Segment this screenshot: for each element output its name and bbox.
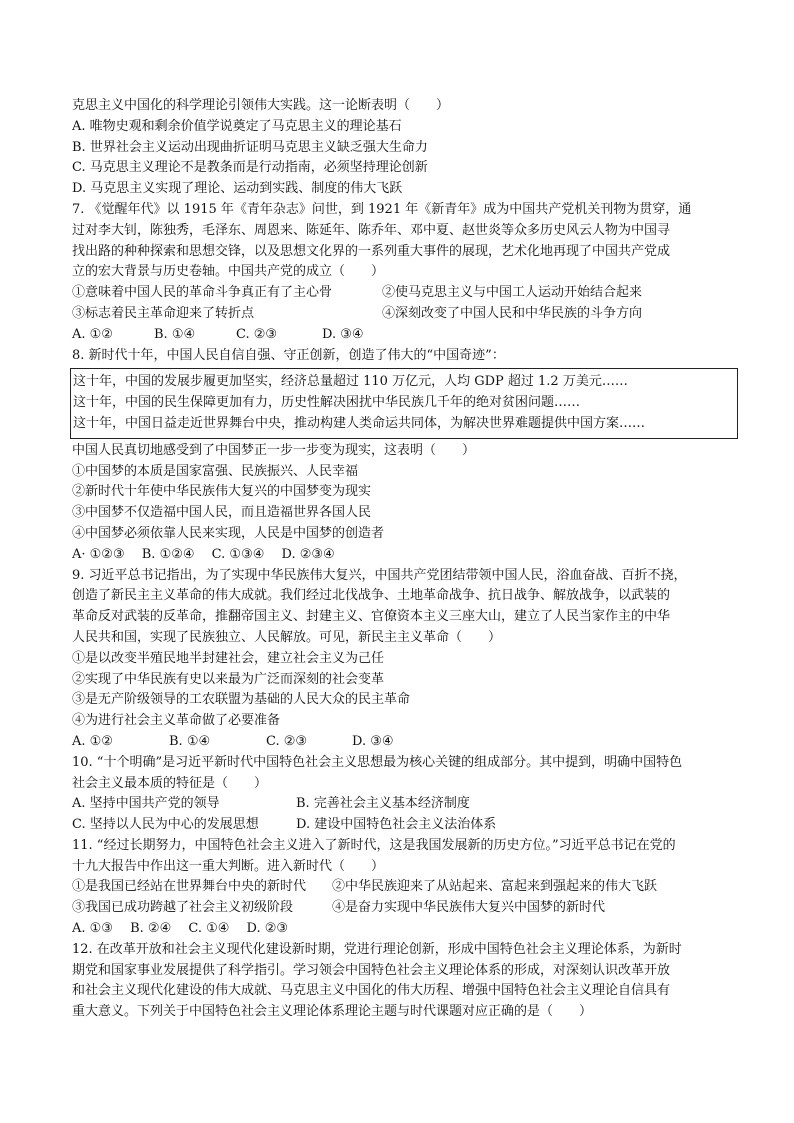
question-11-options: A. ①③ B. ②④ C. ①④ D. ②③ [72,921,289,937]
question-10-option-b: B. 完善社会主义基本经济制度 [296,796,470,812]
question-9-option-a: A. ①② [72,733,113,749]
question-7-stem-line: 过对李大钊，陈独秀，毛泽东、周恩来、陈延年、陈乔年、邓中夏、赵世炎等众多历史风云人物为中国寻 [72,222,671,238]
question-7-statement-1: ①意味着中国人民的革命斗争真正有了主心骨 [72,285,333,301]
question-9-stem-line: 创造了新民主主义革命的伟大成就。我们经过北伐战争、土地革命战争、抗日战争、解放战争，以武装的 [72,588,671,604]
question-12-stem-line: 12. 在改革开放和社会主义现代化建设新时期，党进行理论创新，形成中国特色社会主义理论体系，为新时 [72,941,682,957]
question-7-option-a: A. ①② [72,326,113,342]
question-8-statement-1: ①中国梦的本质是国家富强、民族振兴、人民幸福 [72,463,359,479]
question-8-material-line: 这十年，中国日益走近世界舞台中央，推动构建人类命运共同体，为解决世界难题提供中国方案…… [73,415,646,431]
question-11-statement-1: ①是我国已经站在世界舞台中央的新时代 [72,879,307,895]
question-11-statement-row [72,877,728,898]
question-11-statement-3: ③我国已成功跨越了社会主义初级阶段 [72,900,294,916]
exam-page [72,96,728,1023]
question-7-stem-line: 找出路的种种探索和思想交锋，以及思想文化界的一系列重大事件的展现，艺术化地再现了中国共产党成 [72,243,671,259]
question-10-option-a: A. 坚持中国共产党的领导 [72,796,220,812]
question-6-option-a: A. 唯物史观和剩余价值学说奠定了马克思主义的理论基石 [72,118,402,134]
question-12-stem-line: 和社会主义现代化建设的伟大成就、马克思主义中国化的伟大历程、增强中国特色社会主义理论自信具有 [72,983,671,999]
question-9-statement-2: ②实现了中华民族有史以来最为广泛而深刻的社会变革 [72,671,385,687]
question-6-option-d: D. 马克思主义实现了理论、运动到实践、制度的伟大飞跃 [72,181,403,197]
question-8-statement-2: ②新时代十年使中华民族伟大复兴的中国梦变为现实 [72,484,372,500]
question-6-stem: 克思主义中国化的科学理论引领伟大实践。这一论断表明（ ） [72,98,450,113]
question-10-option-d: D. 建设中国特色社会主义法治体系 [296,817,497,833]
question-7-statement-row [72,304,728,325]
question-10-option-row [72,794,728,815]
question-9-stem-line: 革命反对武装的反革命，推翻帝国主义、封建主义、官僚资本主义三座大山，建立了人民当家作主的中华 [72,609,671,625]
question-7-stem-line: 7. 《觉醒年代》以 1915 年《青年杂志》问世，到 1921 年《新青年》成为中国共产党机关刊物为贯穿，通 [72,201,692,217]
question-9-option-c: C. ②③ [266,733,308,749]
question-9-option-b: B. ①④ [169,733,211,749]
question-9-statement-4: ④为进行社会主义革命做了必要准备 [72,713,281,729]
question-9-stem-line: 9. 习近平总书记指出，为了实现中华民族伟大复兴，中国共产党团结带领中国人民，浴血奋战、百折不挠， [72,567,687,583]
question-6-option-b: B. 世界社会主义运动出现曲折证明马克思主义缺乏强大生命力 [72,139,428,155]
question-7-stem-line: 立的宏大背景与历史卷轴。中国共产党的成立（ ） [72,264,385,280]
question-7-option-d: D. ③④ [322,326,364,342]
question-9 [72,566,728,753]
question-10-option-row [72,815,728,836]
question-8 [72,346,728,566]
question-10 [72,753,728,836]
question-6-option-c: C. 马克思主义理论不是教条而是行动指南，必须坚持理论创新 [72,160,428,176]
question-10-option-c: C. 坚持以人民为中心的发展思想 [72,817,259,833]
question-7-statement-3: ③标志着民主革命迎来了转折点 [72,305,255,321]
question-9-options [72,732,728,753]
question-9-option-d: D. ③④ [352,733,394,749]
question-12-stem-line: 重大意义。下列关于中国特色社会主义理论体系理论主题与时代课题对应正确的是（ ） [72,1004,593,1020]
question-11-stem-line: 11. “经过长期努力，中国特色社会主义进入了新时代，这是我国发展新的历史方位。”习近平总书记在党的 [72,837,676,853]
question-7-statement-4: ④深刻改变了中国人民和中华民族的斗争方向 [382,305,643,321]
question-11 [72,836,728,940]
question-8-material-line: 这十年，中国的民生保障更加有力，历史性解决困扰中华民族几千年的绝对贫困问题…… [73,395,581,411]
question-12-stem-line: 期党和国家事业发展提供了科学指引。学习领会中国特色社会主义理论体系的形成，对深刻认识改革开放 [72,962,671,978]
question-9-stem-line: 人民共和国，实现了民族独立、人民解放。可见，新民主主义革命（ ） [72,629,502,645]
question-7-option-c: C. ②③ [236,326,278,342]
question-8-statement-4: ④中国梦必须依靠人民来实现，人民是中国梦的创造者 [72,525,385,541]
question-11-statement-row [72,898,728,919]
question-8-material-box [70,368,738,438]
question-9-statement-3: ③是无产阶级领导的工农联盟为基础的人民大众的民主革命 [72,692,411,708]
question-6 [72,96,728,200]
question-11-statement-4: ④是奋力实现中华民族伟大复兴中国梦的新时代 [332,900,606,916]
question-7-statement-row [72,283,728,304]
question-8-statement-3: ③中国梦不仅造福中国人民，而且造福世界各国人民 [72,505,372,521]
question-10-stem-line: 社会主义最本质的特征是（ ） [72,775,268,791]
question-7 [72,200,728,346]
question-11-statement-2: ②中华民族迎来了从站起来、富起来到强起来的伟大飞跃 [332,879,658,895]
question-8-stem: 8. 新时代十年，中国人民自信自强、守正创新，创造了伟大的“中国奇迹”： [72,347,505,363]
question-10-stem-line: 10. “十个明确”是习近平新时代中国特色社会主义思想最为核心关键的组成部分。其中提到，明确中国特色 [72,754,683,770]
question-7-options [72,325,728,346]
question-9-statement-1: ①是以改变半殖民地半封建社会，建立社会主义为己任 [72,650,385,666]
question-8-material-line: 这十年，中国的发展步履更加坚实，经济总量超过 110 万亿元，人均 GDP 超过 1.2 万美元…… [73,374,628,390]
question-8-prompt: 中国人民真切地感受到了中国梦正一步一步变为现实，这表明（ ） [72,442,476,458]
question-7-statement-2: ②使马克思主义与中国工人运动开始结合起来 [382,285,643,301]
question-12 [72,940,728,1023]
question-11-stem-line: 十九大报告中作出这一重大判断。进入新时代（ ） [72,858,385,874]
question-7-option-b: B. ①④ [154,326,196,342]
question-8-options: A· ①②③ B. ①②④ C. ①③④ D. ②③④ [72,546,335,562]
